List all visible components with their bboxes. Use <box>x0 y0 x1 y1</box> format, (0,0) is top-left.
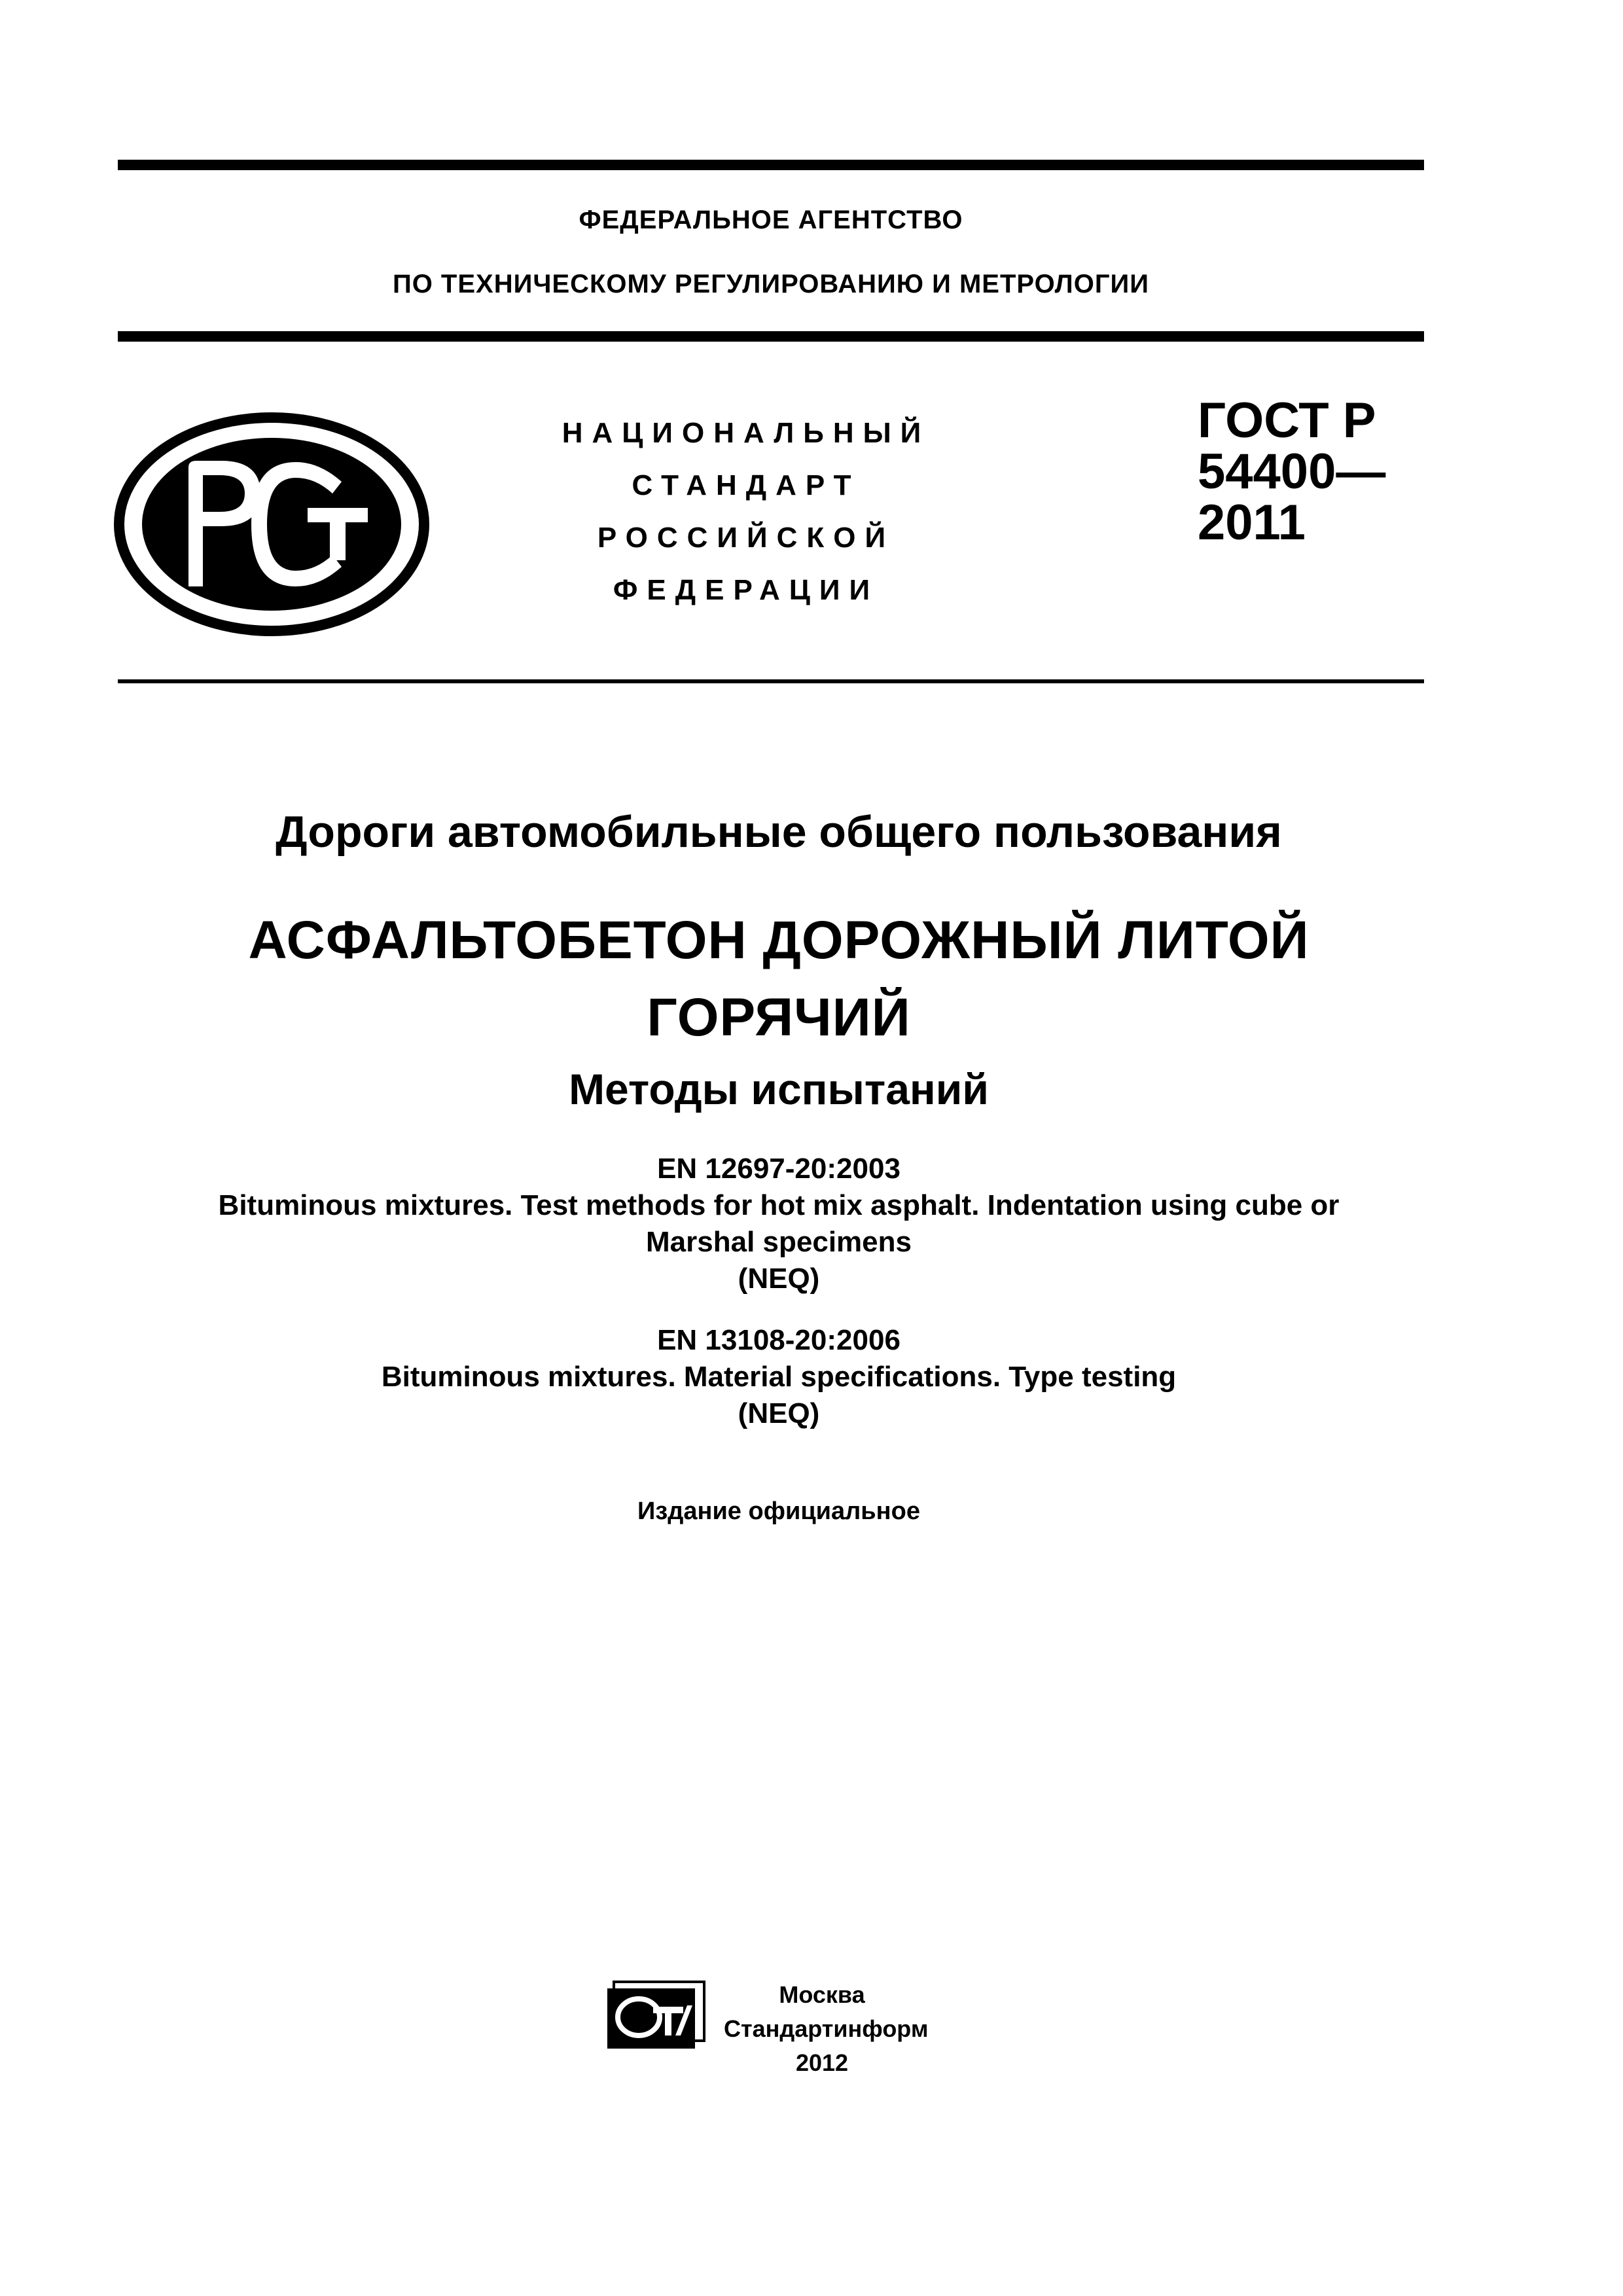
designation-line2: 54400— <box>1198 444 1386 499</box>
national-standard-label <box>497 407 995 617</box>
standartinform-logo-icon <box>606 1979 707 2051</box>
document-category: Дороги автомобильные общего пользования <box>276 807 1282 857</box>
agency-name-line2: ПО ТЕХНИЧЕСКОМУ РЕГУЛИРОВАНИЮ И МЕТРОЛОГИИ <box>392 270 1150 298</box>
designation-line1: ГОСТ Р <box>1198 393 1376 448</box>
reference-block <box>65 1151 1492 1297</box>
document-title <box>65 902 1492 1056</box>
reference-title-line1: Bituminous mixtures. Test methods for hot mix asphalt. Indentation using cube or <box>218 1189 1340 1221</box>
publication-year: 2012 <box>795 2049 849 2076</box>
reference-title-line1: Bituminous mixtures. Material specifications. Type testing <box>381 1361 1177 1393</box>
reference-equivalence: (NEQ) <box>738 1263 820 1295</box>
reference-block <box>65 1322 1492 1432</box>
national-standard-line: НАЦИОНАЛЬНЫЙ <box>562 417 931 449</box>
rst-logo-icon <box>111 410 432 639</box>
document-subtitle: Методы испытаний <box>569 1065 989 1113</box>
document-title-line1: АСФАЛЬТОБЕТОН ДОРОЖНЫЙ ЛИТОЙ <box>248 910 1310 970</box>
document-title-line2: ГОРЯЧИЙ <box>647 988 911 1047</box>
reference-code: EN 13108-20:2006 <box>657 1324 901 1356</box>
top-divider <box>118 160 1424 170</box>
national-standard-line: РОССИЙСКОЙ <box>597 522 895 554</box>
reference-equivalence: (NEQ) <box>738 1397 820 1429</box>
national-standard-line: ФЕДЕРАЦИИ <box>613 574 880 606</box>
agency-name-line1: ФЕДЕРАЛЬНОЕ АГЕНТСТВО <box>579 206 963 234</box>
standard-designation <box>1198 395 1385 548</box>
publisher-info <box>724 1978 929 2080</box>
publisher-city: Москва <box>779 1981 865 2008</box>
designation-line3: 2011 <box>1198 495 1306 550</box>
reference-title-line2: Marshal specimens <box>646 1226 912 1258</box>
publisher-name: Стандартинформ <box>724 2015 929 2042</box>
title-divider <box>118 679 1424 683</box>
edition-label: Издание официальное <box>637 1498 920 1525</box>
reference-code: EN 12697-20:2003 <box>657 1153 901 1185</box>
header-divider <box>118 331 1424 342</box>
national-standard-line: СТАНДАРТ <box>632 469 861 501</box>
